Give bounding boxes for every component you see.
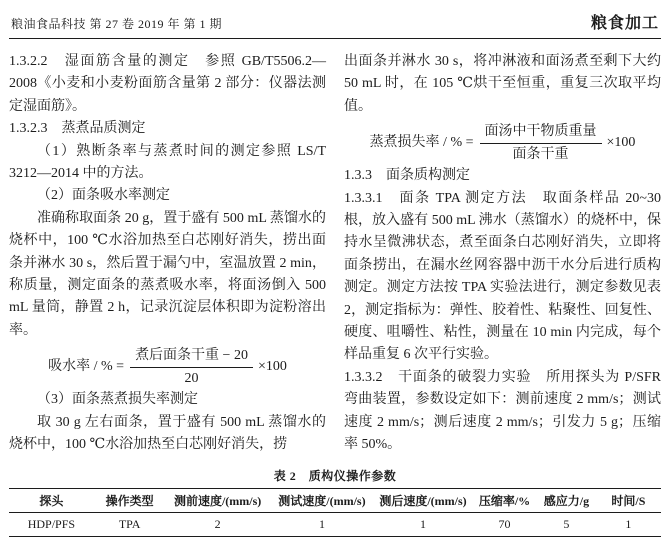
item-1-paragraph: （1）熟断条率与蒸煮时间的测定参照 LS/T 3212—2014 中的方法。 xyxy=(9,143,326,182)
column-header: 感应力/g xyxy=(537,488,596,512)
cooking-loss-method-paragraph: 取 30 g 左右面条，置于盛有 500 mL 蒸馏水的烧杯中，100 ℃水浴加热至白芯刚好消失，捞 xyxy=(9,414,326,453)
column-header: 时间/S xyxy=(596,488,661,512)
left-column xyxy=(9,51,326,457)
table-cell: 70 xyxy=(498,516,511,531)
table-row xyxy=(9,512,661,536)
table-cell: HDP/PFS xyxy=(27,516,76,531)
formula-numerator: 面汤中干物质重量 xyxy=(480,122,602,144)
formula-denominator: 20 xyxy=(184,370,199,386)
column-header: 操作类型 xyxy=(94,488,166,512)
formula-numerator: 煮后面条干重 − 20 xyxy=(130,346,253,368)
table-caption: 表 2 质构仪操作参数 xyxy=(273,468,397,483)
cooking-loss-formula xyxy=(344,122,661,163)
table-cell: 1 xyxy=(625,516,632,531)
item-3-heading: （3）面条蒸煮损失率测定 xyxy=(37,392,198,408)
formula-fraction xyxy=(480,122,602,163)
section-heading-1322: 1.3.2.2 湿面筋含量的测定 参照 GB/T5506.2—2008《小麦和小麦粉面筋含量第 2 部分：仪器法测定湿面筋》。 xyxy=(9,54,326,114)
journal-info: 粮油食品科技 第 27 卷 2019 年 第 1 期 xyxy=(11,17,223,31)
table-cell: 1 xyxy=(419,516,426,531)
formula-denominator: 面条干重 xyxy=(512,146,569,162)
texture-analyzer-parameters-table xyxy=(9,488,661,537)
item-2-heading: （2）面条吸水率测定 xyxy=(37,188,170,204)
section-heading-133: 1.3.3 面条质构测定 xyxy=(344,168,470,184)
absorption-rate-formula xyxy=(9,346,326,387)
column-header: 测前速度/(mm/s) xyxy=(165,488,269,512)
right-column xyxy=(344,51,661,457)
formula-fraction xyxy=(130,346,253,387)
column-header: 压缩率/% xyxy=(472,488,537,512)
body-columns xyxy=(9,51,661,457)
table-cell: TPA xyxy=(118,516,141,531)
break-force-paragraph: 1.3.3.2 干面条的破裂力实验 所用探头为 P/SFR 弯曲装置，参数设定如下：测前速度 2 mm/s；测试速度 2 mm/s；测后速度 2 mm/s；引发力 5 g；压缩率 50%。 xyxy=(344,369,661,453)
formula-multiplier: ×100 xyxy=(606,134,636,150)
tpa-method-paragraph: 1.3.3.1 面条 TPA 测定方法 取面条样品 20~30 根，放入盛有 500 mL 沸水（蒸馏水）的烧杯中，保持水呈微沸状态，煮至面条白芯刚好消失，立即将面条捞出，在漏水丝网容器中沥干水分后进行质构测定。测定方法按 TPA 实验法进行，测定参数见表 2，测定指标为：弹性、胶着性、粘聚性、回复性、硬度、咀嚼性、粘性，测量在 10 min 内完成，每个样品重复 6 次平行实验。 xyxy=(344,190,661,363)
table-cell: 1 xyxy=(318,516,325,531)
column-header: 探头 xyxy=(9,488,94,512)
column-header: 测试速度/(mm/s) xyxy=(270,488,374,512)
formula-lhs: 吸水率 / % = xyxy=(48,359,125,375)
formula-lhs: 蒸煮损失率 / % = xyxy=(369,134,474,150)
table-cell: 5 xyxy=(563,516,570,531)
cooking-loss-continuation-paragraph: 出面条并淋水 30 s，将冲淋液和面汤煮至剩下大约 50 mL 时，在 105 ℃烘干至恒重，重复三次取平均值。 xyxy=(344,54,661,114)
absorption-method-paragraph: 准确称取面条 20 g，置于盛有 500 mL 蒸馏水的烧杯中，100 ℃水浴加热至白芯刚好消失，捞出面条并淋水 30 s，然后置于漏勺中，室温放置 2 min，称质量，测定面条的蒸煮吸水率，将面汤倒入 500 mL 量筒，静置 2 h，记录沉淀层体积即为淀粉溶出率。 xyxy=(9,210,326,338)
running-head xyxy=(9,8,661,39)
table-cell: 2 xyxy=(214,516,221,531)
table-2-block xyxy=(9,467,661,537)
section-heading-1323: 1.3.2.3 蒸煮品质测定 xyxy=(9,121,146,137)
formula-multiplier: ×100 xyxy=(257,359,287,375)
column-header: 测后速度/(mm/s) xyxy=(374,488,472,512)
section-label: 粮食加工 xyxy=(590,15,659,32)
table-header-row xyxy=(9,488,661,512)
